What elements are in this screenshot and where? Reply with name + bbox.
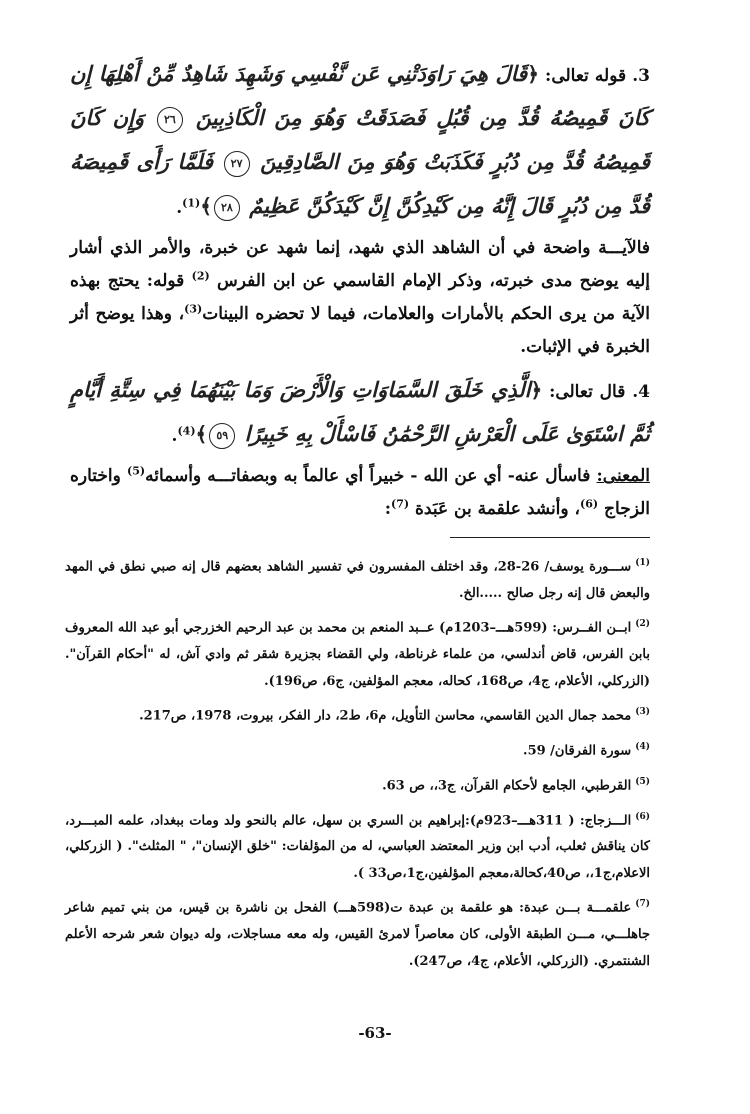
footnote-6 bbox=[65, 804, 650, 888]
verse-text-1: قَالَ هِيَ رَاوَدَتْنِي عَن نَّفْسِي وَشَهِدَ شَاهِدٌ مِّنْ أَهْلِهَا إِن كَانَ قَمِيصُهُ قُدَّ مِن قُبُلٍ فَصَدَقَتْ وَهُوَ مِنَ الْكَاذِبِينَ bbox=[70, 61, 650, 130]
witness-text-a: فالآيـــة واضحة في أن الشاهد الذي شهد، إنما شهد عن خبرة، والأمر الذي أشار إليه يوضح مدى خبرته، وذكر الإمام القاسمي عن ابن الفرس bbox=[70, 238, 651, 291]
footnote-number: (1) bbox=[635, 558, 650, 568]
footnote-text: ابــن الفــرس: (599هـــ–1203م) عــبد المنعم بن محمد بن عبد الرحيم الخزرجي أبو عبد الله المعروف بابن الفرس، قاض أندلسي، من علماء غرناطة، ولي القضاء بجزيرة شقر ثم وادي آش، له "أحكام القرآن". (الزركلي، الأعلام، ج4، ص168، كحاله، معجم المؤلفين، ج6، ص196). bbox=[65, 620, 650, 689]
verse-number-furqan: ٥٩ bbox=[209, 423, 235, 449]
main-text bbox=[70, 52, 650, 526]
meaning-text-c: ، وأنشد علقمة بن عَبَدة bbox=[415, 499, 581, 519]
footnote-ref-3: (3) bbox=[184, 302, 203, 316]
verse-number-3: ٢٨ bbox=[214, 195, 240, 221]
footnote-text: محمد جمال الدين القاسمي، محاسن التأويل، م6، ط2، دار الفكر، بيروت، 1978، ص217. bbox=[139, 708, 632, 724]
verse-lead: 3. قوله تعالى: bbox=[545, 66, 650, 86]
footnote-7 bbox=[65, 891, 650, 975]
footnote-separator bbox=[450, 537, 650, 538]
verse-text-3: فَلَمَّا رَأَى قَمِيصَهُ قُدَّ مِن دُبُرٍ قَالَ إِنَّهُ مِن كَيْدِكُنَّ إِنَّ كَيْدَكُنَّ عَظِيمٌ bbox=[70, 149, 650, 218]
footnote-text: سورة الفرقان/ 59. bbox=[523, 743, 632, 759]
footnote-2 bbox=[65, 611, 650, 695]
footnote-number: (4) bbox=[635, 741, 650, 752]
verse-lead-2: 4. قال تعالى: bbox=[549, 382, 650, 402]
verse-number-2: ٢٧ bbox=[224, 151, 250, 177]
footnote-number: (3) bbox=[635, 707, 650, 718]
page-number: -63- bbox=[358, 1024, 392, 1042]
footnote-ref-6: (6) bbox=[580, 497, 599, 511]
footnote-number: (2) bbox=[635, 619, 650, 630]
footnote-number: (7) bbox=[635, 899, 650, 910]
footnote-5 bbox=[65, 769, 650, 800]
verse-text-2: وَإِن كَانَ قَمِيصُهُ قُدَّ مِن دُبُرٍ فَكَذَبَتْ وَهُوَ مِنَ الصَّادِقِينَ bbox=[70, 105, 650, 174]
footnote-text: القرطبي، الجامع لأحكام القرآن، ج3،، ص 63. bbox=[382, 778, 632, 794]
footnote-1 bbox=[65, 550, 650, 607]
footnote-ref-5: (5) bbox=[127, 464, 146, 478]
footnote-number: (5) bbox=[635, 776, 650, 787]
meaning-label: المعنى: bbox=[596, 466, 651, 486]
witness-text-c: ، وهذا يوضح أثر الخبرة في الإثبات. bbox=[70, 304, 650, 357]
footnote-4 bbox=[65, 734, 650, 765]
verse-close-ornament: ﴾ bbox=[200, 194, 212, 218]
meaning-text-d: : bbox=[384, 499, 391, 519]
footnote-text: ســـورة يوسف/ 26-28، وقد اختلف المفسرون في تفسير الشاهد بعضهم قال إنه صبي نطق في المهد والبعض قال إنه رجل صالح .....الخ. bbox=[65, 559, 650, 601]
footnote-3 bbox=[65, 699, 650, 730]
footnote-number: (6) bbox=[635, 811, 651, 822]
footnote-ref-2: (2) bbox=[191, 269, 210, 283]
verse-number-1: ٢٦ bbox=[157, 107, 183, 133]
paragraph-verse-furqan: 4. قال تعالى: ﴿الَّذِي خَلَقَ السَّمَاوَاتِ وَالْأَرْضَ وَمَا بَيْنَهُمَا فِي سِتَّةِ أَيَّامٍ ثُمَّ اسْتَوَىٰ عَلَى الْعَرْشِ الرَّحْمَٰنُ فَاسْأَلْ بِهِ خَبِيرًا ٥٩﴾$^{(4)}$. bbox=[70, 368, 650, 456]
paragraph-verse-yusuf: 3. قوله تعالى: ﴿قَالَ هِيَ رَاوَدَتْنِي عَن نَّفْسِي وَشَهِدَ شَاهِدٌ مِّنْ أَهْلِهَا إِن كَانَ قَمِيصُهُ قُدَّ مِن قُبُلٍ فَصَدَقَتْ وَهُوَ مِنَ الْكَاذِبِينَ ٢٦ وَإِن كَانَ قَمِيصُهُ قُدَّ مِن دُبُرٍ فَكَذَبَتْ وَهُوَ مِنَ الصَّادِقِينَ ٢٧ فَلَمَّا رَأَى قَمِيصَهُ قُدَّ مِن دُبُرٍ قَالَ إِنَّهُ مِن كَيْدِكُنَّ إِنَّ كَيْدَكُنَّ عَظِيمٌ ٢٨﴾$^{(1)}$. bbox=[70, 52, 650, 228]
footnote-text: علقمـــة بـــن عبدة: هو علقمة بن عبدة ت(598هـــ) الفحل بن ناشرة بن قيس، من بني تميم شاعر جاهلـــي، مـــن الطبقة الأولى، كان معاصراً لامرئ القيس، وله معه مساجلات، وله ديوان شعر شرحه الأعلم الشنتمري. (الزركلي، الأعلام، ج4، ص247). bbox=[65, 900, 650, 969]
footnote-ref-1: (1) bbox=[182, 196, 201, 210]
paragraph-meaning bbox=[70, 460, 650, 526]
meaning-text-a: فاسأل عنه- أي عن الله - خبيراً أي عالماً به وبصفاتـــه وأسمائه bbox=[145, 466, 591, 486]
footnote-ref-4: (4) bbox=[177, 424, 196, 438]
footnote-text: الـــزجاج: ( 311هـــ–923م):إبراهيم بن السري بن سهل، عالم بالنحو ولد ومات ببغداد، علمه المبـــرد، كان يناقش ثعلب، أدب ابن وزير المعتضد العباسي، له من المؤلفات: "خلق الإنسان"، " المثلث". ( الزركلي، الاعلام،ج1،، ص40،كحالة،معجم المؤلفين،ج1،ص33 ). bbox=[65, 812, 650, 881]
verse-open-ornament: ﴿ bbox=[530, 378, 543, 402]
meaning-text-b: واختاره الزجاج bbox=[70, 466, 650, 519]
verse-close-ornament: ﴾ bbox=[195, 422, 208, 446]
footnotes-list bbox=[65, 550, 650, 979]
witness-text-b: قوله: يحتج بهذه الآية من يرى الحكم بالأمارات والعلامات، فيما لا تحضره البينات bbox=[70, 271, 650, 324]
paragraph-witness bbox=[70, 232, 650, 364]
verse-open-ornament: ﴿ bbox=[527, 62, 539, 86]
footnote-ref-7: (7) bbox=[391, 497, 410, 511]
verse-text-furqan: الَّذِي خَلَقَ السَّمَاوَاتِ وَالْأَرْضَ وَمَا بَيْنَهُمَا فِي سِتَّةِ أَيَّامٍ ثُمَّ اسْتَوَىٰ عَلَى الْعَرْشِ الرَّحْمَٰنُ فَاسْأَلْ بِهِ خَبِيرًا bbox=[70, 377, 650, 446]
